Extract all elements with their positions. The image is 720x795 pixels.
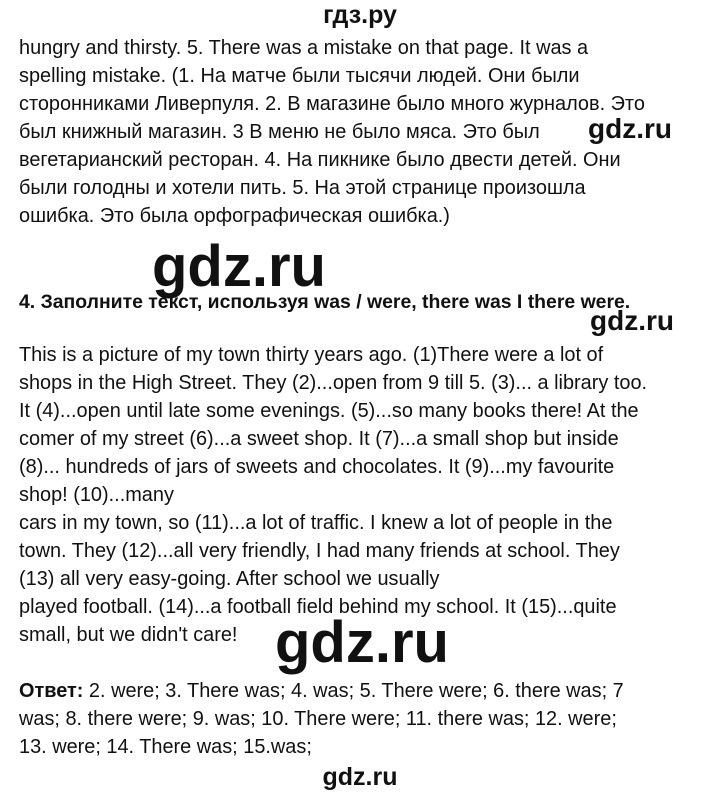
text-line: сторонниками Ливерпуля. 2. В магазине было много журналов. Это — [19, 93, 645, 115]
watermark-right-1: gdz.ru — [588, 113, 672, 144]
text-line: hungry and thirsty. 5. There was a mistake on that page. It was a — [19, 37, 589, 59]
answer-label: Ответ: — [19, 680, 84, 702]
text-line: spelling mistake. (1. На матче были тысячи людей. Они были — [19, 65, 580, 87]
exercise-text — [19, 341, 719, 649]
answer-line: was; 8. there were; 9. was; 10. There were; 11. there was; 12. were; — [19, 708, 617, 730]
text-line: small, but we didn't care! — [19, 624, 238, 646]
exercise-heading: 4. Заполните текст, используя was / were, there was I there were. — [19, 291, 631, 313]
text-line: ошибка. Это была орфографическая ошибка.) — [19, 205, 450, 227]
text-line: был книжный магазин. 3 В меню не было мяса. Это был — [19, 121, 540, 143]
answer-line — [19, 677, 719, 705]
text-line: played football. (14)...a football field behind my school. It (15)...quite — [19, 596, 617, 618]
text-line: (8)... hundreds of jars of sweets and chocolates. It (9)...my favourite — [19, 456, 615, 478]
text-line: shops in the High Street. They (2)...open from 9 till 5. (3)... a library too. — [19, 372, 648, 394]
watermark-right-2: gdz.ru — [590, 305, 674, 336]
answer-text: 2. were; 3. There was; 4. was; 5. There were; 6. there was; 7 — [83, 680, 624, 702]
watermark-top: гдз.ру — [323, 1, 397, 29]
text-line: It (4)...open until late some evenings. (5)...so many books there! At the — [19, 400, 639, 422]
text-line: были голодны и хотели пить. 5. На этой странице произошла — [19, 177, 586, 199]
text-line: town. They (12)...all very friendly, I had many friends at school. They — [19, 540, 620, 562]
text-line: shop! (10)...many — [19, 484, 174, 506]
watermark-large-2: gdz.ru — [275, 610, 449, 675]
text-line: comer of my street (6)...a sweet shop. It (7)...a small shop but inside — [19, 428, 619, 450]
watermark-bottom: gdz.ru — [322, 763, 398, 791]
answer-line: 13. were; 14. There was; 15.was; — [19, 736, 312, 758]
text-line: вегетарианский ресторан. 4. На пикнике было двести детей. Они — [19, 149, 621, 171]
text-line: (13) all very easy-going. After school we usually — [19, 568, 440, 590]
text-line: cars in my town, so (11)...a lot of traffic. I knew a lot of people in the — [19, 512, 613, 534]
text-line: This is a picture of my town thirty years ago. (1)There were a lot of — [19, 344, 604, 366]
watermark-large-1: gdz.ru — [152, 234, 326, 299]
answer-block — [19, 677, 719, 761]
